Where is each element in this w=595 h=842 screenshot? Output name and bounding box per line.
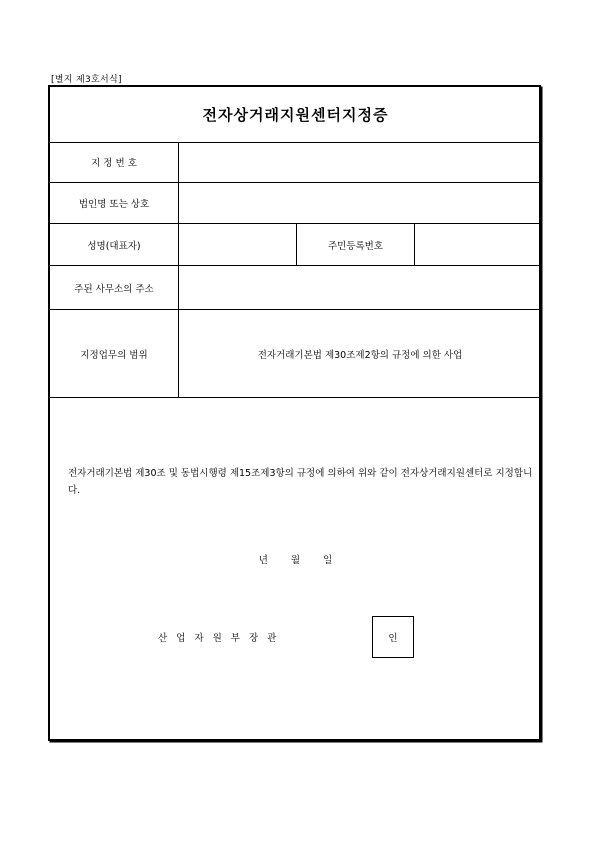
address-label: 주된 사무소의 주소 bbox=[74, 283, 154, 295]
address-value[interactable] bbox=[179, 266, 541, 309]
seal-label: 인 bbox=[388, 633, 398, 644]
issuer-title: 산 업 자 원 부 장 관 bbox=[158, 633, 280, 644]
row-corp-name bbox=[50, 183, 541, 224]
representative-label: 성명(대표자) bbox=[87, 240, 141, 252]
document-title: 전자상거래지원센터지정증 bbox=[202, 106, 389, 124]
row-address bbox=[50, 266, 541, 310]
certification-statement: 전자거래기본법 제30조 및 동법시행령 제15조제3항의 규정에 의하여 위와 같이 전자상거래지원센터로 지정합니다. bbox=[68, 468, 533, 496]
date-line: 년 월 일 bbox=[258, 555, 333, 566]
designation-number-label: 지 정 번 호 bbox=[91, 158, 137, 169]
corp-name-value[interactable] bbox=[179, 183, 541, 223]
scope-value: 전자거래기본법 제30조제2항의 규정에 의한 사업 bbox=[257, 349, 463, 361]
scope-label: 지정업무의 범위 bbox=[80, 349, 148, 361]
resident-number-value[interactable] bbox=[415, 224, 541, 265]
resident-number-label: 주민등록번호 bbox=[327, 240, 384, 252]
row-scope bbox=[50, 310, 541, 398]
designation-number-value[interactable] bbox=[179, 142, 541, 182]
row-designation-number bbox=[50, 142, 541, 183]
form-number-label: [별지 제3호서식] bbox=[51, 75, 122, 85]
certificate-frame bbox=[48, 85, 541, 741]
representative-value[interactable] bbox=[179, 224, 296, 265]
row-representative bbox=[50, 224, 541, 266]
seal-box bbox=[372, 616, 414, 658]
title-row bbox=[50, 87, 541, 143]
corp-name-label: 법인명 또는 상호 bbox=[78, 199, 150, 210]
